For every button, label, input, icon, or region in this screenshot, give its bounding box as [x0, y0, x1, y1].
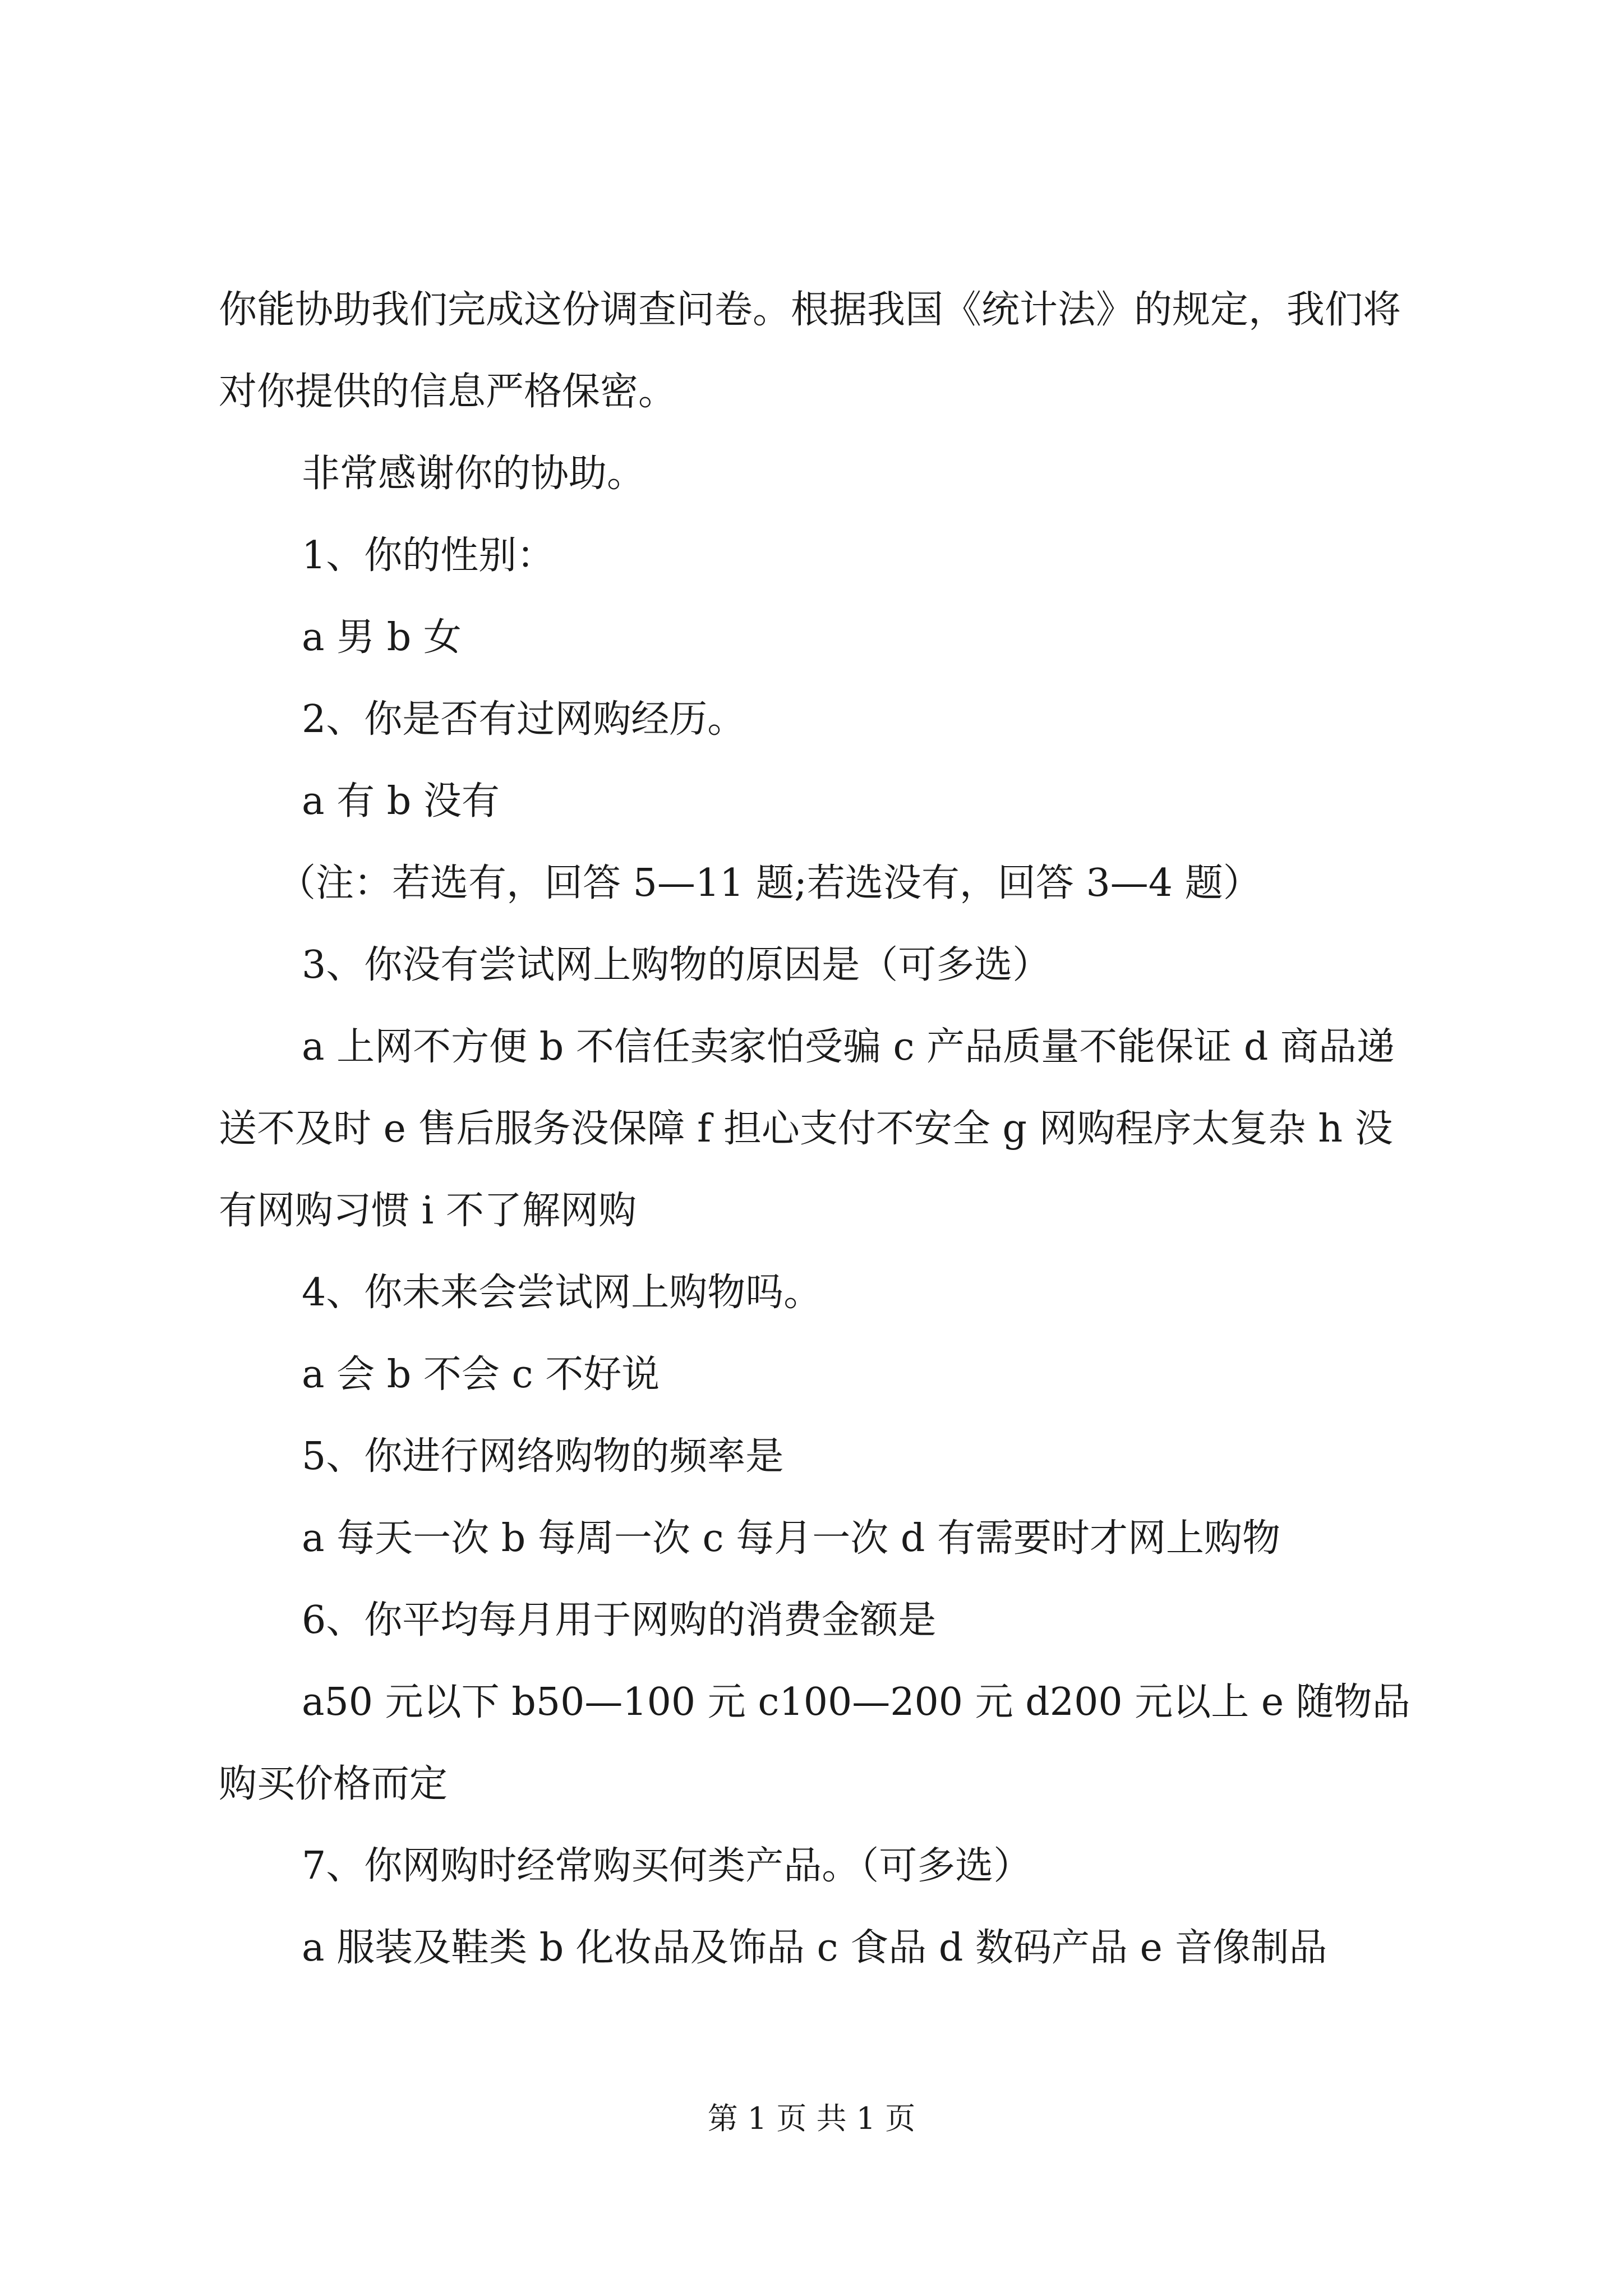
- paragraph-intro: 你能协助我们完成这份调查问卷。根据我国《统计法》的规定，我们将对你提供的信息严格保密。: [219, 288, 1401, 414]
- question-7: 7、你网购时经常购买何类产品。（可多选）: [302, 1844, 1032, 1888]
- question-7-options: a 服装及鞋类 b 化妆品及饰品 c 食品 d 数码产品 e 音像制品: [302, 1926, 1327, 1970]
- question-4: 4、你未来会尝试网上购物吗。: [302, 1271, 822, 1315]
- question-1: 1、你的性别：: [302, 533, 555, 578]
- question-4-options: a 会 b 不会 c 不好说: [302, 1352, 660, 1397]
- question-5-options: a 每天一次 b 每周一次 c 每月一次 d 有需要时才网上购物: [302, 1516, 1280, 1561]
- page-number: 第 1 页 共 1 页: [707, 2101, 916, 2136]
- question-2: 2、你是否有过网购经历。: [302, 697, 746, 742]
- paragraph-thanks: 非常感谢你的协助。: [302, 452, 645, 496]
- question-5: 5、你进行网络购物的频率是: [302, 1434, 784, 1479]
- question-1-options: a 男 b 女: [302, 615, 462, 660]
- page-footer: [0, 2099, 1623, 2138]
- question-2-note: （注：若选有，回答 5—11 题;若选没有，回答 3—4 题）: [278, 861, 1261, 905]
- document-body: [219, 269, 1419, 1989]
- question-6-options: a50 元以下 b50—100 元 c100—200 元 d200 元以上 e 随物品购买价格而定: [219, 1680, 1410, 1806]
- question-6: 6、你平均每月用于网购的消费金额是: [302, 1598, 937, 1642]
- question-3: 3、你没有尝试网上购物的原因是（可多选）: [302, 943, 1051, 987]
- question-3-options: a 上网不方便 b 不信任卖家怕受骗 c 产品质量不能保证 d 商品递送不及时 e 售后服务没保障 f 担心支付不安全 g 网购程序太复杂 h 没有网购习惯 i 不了解网购: [219, 1025, 1395, 1233]
- question-2-options: a 有 b 没有: [302, 779, 500, 823]
